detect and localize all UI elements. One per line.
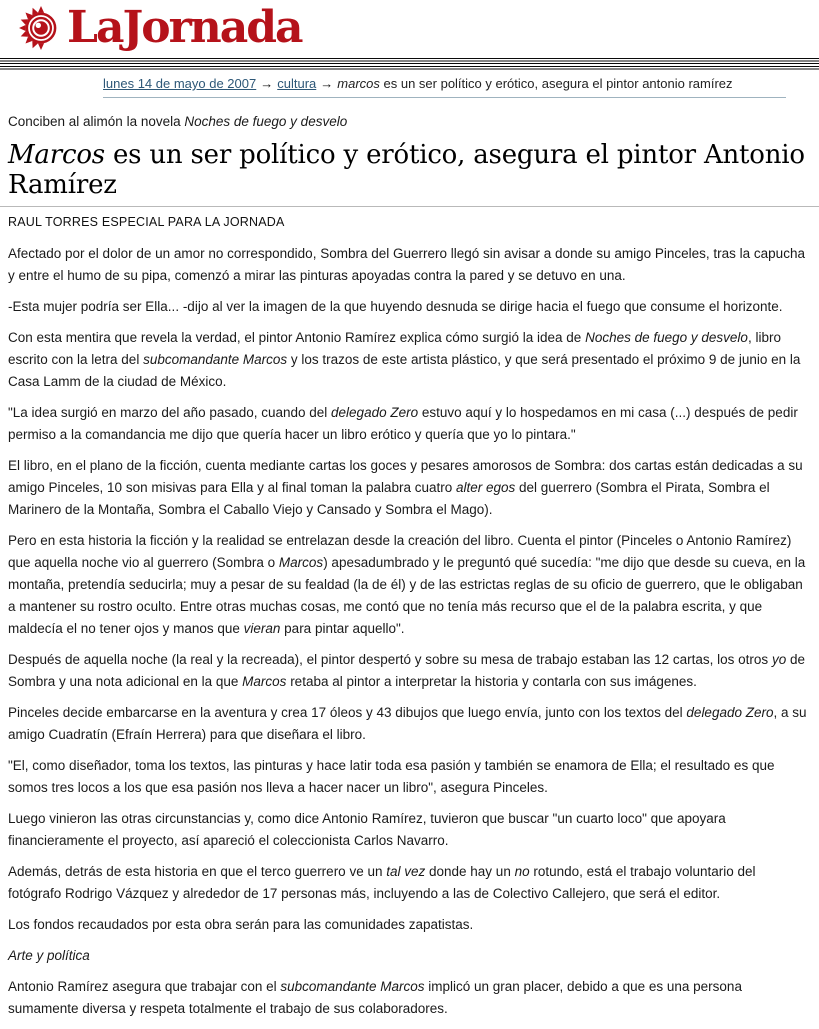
- la-jornada-logo[interactable]: [18, 2, 302, 53]
- breadcrumb-arrow-icon: →: [320, 76, 334, 91]
- article-paragraph: Después de aquella noche (la real y la recreada), el pintor despertó y sobre su mesa de trabajo estaban las 12 cartas, los otros yo de Sombra y una nota adicional en la que Marcos retaba al pintor a interpretar la historia y contarla con sus imágenes.: [8, 652, 805, 689]
- masthead: [0, 0, 819, 56]
- article-paragraph: -Esta mujer podría ser Ella... -dijo al ver la imagen de la que huyendo desnuda se dirige hacia el fuego que consume el horizonte.: [8, 299, 783, 314]
- article: [0, 113, 819, 1020]
- article-headline: Marcos es un ser político y erótico, asegura el pintor Antonio Ramírez: [8, 140, 805, 200]
- article-paragraph: "La idea surgió en marzo del año pasado, cuando del delegado Zero estuvo aquí y lo hospedamos en mi casa (...) después de pedir permiso a la comandancia me dijo que quería hacer un libro erótico y quería que yo lo pintara.": [8, 405, 798, 442]
- sun-eclipse-icon: [18, 5, 64, 51]
- article-paragraph: Antonio Ramírez asegura que trabajar con el subcomandante Marcos implicó un gran placer, debido a que es una persona sumamente diversa y respeta totalmente el trabajo de sus colaboradores.: [8, 979, 742, 1016]
- article-body: [0, 243, 819, 1020]
- breadcrumb-current-page: marcos es un ser político y erótico, asegura el pintor antonio ramírez: [337, 76, 733, 91]
- headline-rule: [0, 206, 819, 207]
- separator-lines: [0, 58, 819, 71]
- article-paragraph: Pinceles decide embarcarse en la aventura y crea 17 óleos y 43 dibujos que luego envía, junto con los textos del delegado Zero, a su amigo Cuadratín (Efraín Herrera) para que diseñara el libro.: [8, 705, 807, 742]
- article-paragraph: Los fondos recaudados por esta obra serán para las comunidades zapatistas.: [8, 917, 474, 932]
- article-paragraph: El libro, en el plano de la ficción, cuenta mediante cartas los goces y pesares amorosos de Sombra: dos cartas están dedicadas a su amigo Pinceles, 10 son misivas para Ella y al final toman la palabra cuatro alter egos del guerrero (Sombra el Pirata, Sombra el Marinero de la Montaña, Sombra el Caballo Viejo y Cansado y Sombra el Mago).: [8, 458, 803, 517]
- article-byline: RAUL TORRES ESPECIAL PARA LA JORNADA: [8, 215, 285, 229]
- article-paragraph: Pero en esta historia la ficción y la realidad se entrelazan desde la creación del libro. Cuenta el pintor (Pinceles o Antonio Ramírez) que aquella noche vio al guerrero (Sombra o Marcos) apesadumbrado y le preguntó qué sucedía: "me dijo que desde su cueva, en la montaña, pretendía seducirla; muy a pesar de su fealdad (la de él) y de las estrictas reglas de su oficio de guerrero, que le obligaban a mantener su rostro oculto. Entre otras muchas cosas, me contó que no tenía más recurso que el de la palabra escrita, y que maldecía el no tener ojos y manos que vieran para pintar aquello".: [8, 533, 806, 636]
- breadcrumb-date-link[interactable]: lunes 14 de mayo de 2007: [103, 76, 257, 91]
- article-kicker: Conciben al alimón la novela Noches de fuego y desvelo: [8, 114, 348, 129]
- logo-wordmark: LaJornada: [67, 2, 302, 53]
- article-paragraph: "El, como diseñador, toma los textos, las pinturas y hace latir toda esa pasión y también se enamora de Ella; el resultado es que somos tres locos a los que esa pasión nos lleva a hacer nacer un libro", asegura Pinceles.: [8, 758, 775, 795]
- article-paragraph: Afectado por el dolor de un amor no correspondido, Sombra del Guerrero llegó sin avisar a donde su amigo Pinceles, tras la capucha y entre el humo de su pipa, comenzó a mirar las pinturas apoyadas contra la pared y se detuvo en una.: [8, 246, 805, 283]
- article-paragraph: Luego vinieron las otras circunstancias y, como dice Antonio Ramírez, tuvieron que buscar "un cuarto loco" que apoyara financieramente el proyecto, así apareció el coleccionista Carlos Navarro.: [8, 811, 726, 848]
- article-paragraph: Además, detrás de esta historia en que el terco guerrero ve un tal vez donde hay un no rotundo, está el trabajo voluntario del fotógrafo Rodrigo Vázquez y alrededor de 17 personas más, incluyendo a las de Colectivo Callejero, que será el editor.: [8, 864, 756, 901]
- breadcrumb: [103, 71, 786, 98]
- breadcrumb-section-link[interactable]: cultura: [277, 76, 317, 91]
- article-paragraph: Con esta mentira que revela la verdad, el pintor Antonio Ramírez explica cómo surgió la idea de Noches de fuego y desvelo, libro escrito con la letra del subcomandante Marcos y los trazos de este artista plástico, y que será presentado el próximo 9 de junio en la Casa Lamm de la ciudad de México.: [8, 330, 801, 389]
- article-subhead: Arte y política: [8, 948, 90, 963]
- breadcrumb-arrow-icon: →: [260, 76, 274, 91]
